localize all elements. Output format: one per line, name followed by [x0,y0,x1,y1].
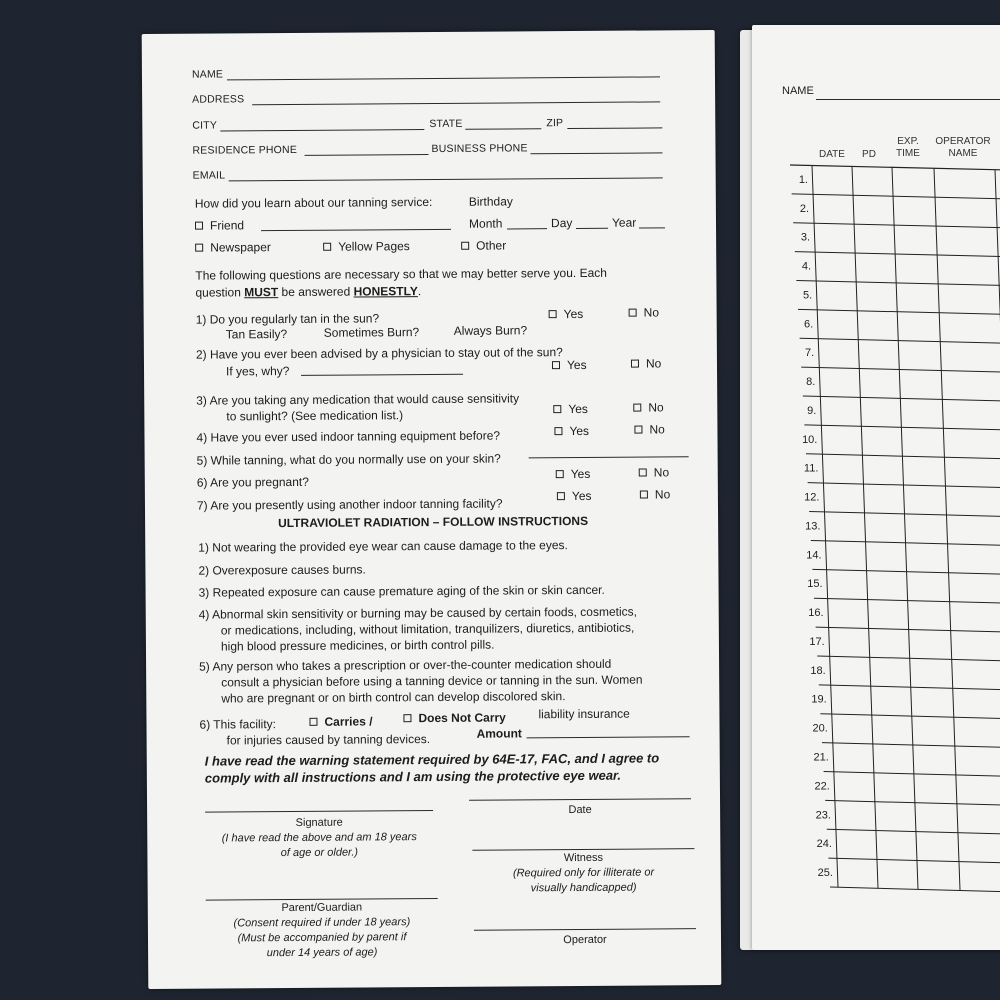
facility-does-not-carry[interactable]: Does Not Carry [403,710,505,725]
q5-answer-line[interactable] [529,456,689,458]
operator-line[interactable] [474,928,696,931]
row-number: 2. [799,202,810,215]
grid-row-line [800,338,1000,344]
facility-lead: 6) This facility: [199,717,277,732]
source-newspaper[interactable]: Newspaper [195,240,271,255]
state-label: STATE [429,117,463,131]
row-number: 9. [807,404,817,417]
injuries-text: for injuries caused by tanning devices. [226,732,431,748]
name-line[interactable] [227,76,660,80]
uv-item-1: 1) Not wearing the provided eye wear can cause damage to the eyes. [198,538,568,555]
question-3: 3) Are you taking any medication that would cause sensitivity [196,391,520,408]
row-number: 5. [802,289,813,302]
signature-caption [205,815,433,862]
uv-item-4: 4) Abnormal skin sensitivity or burning may be caused by certain foods, cosmetics, [198,604,637,622]
day-label: Day [550,216,573,231]
checkbox-icon[interactable] [633,404,641,412]
month-line[interactable] [507,228,547,229]
grid-row-line [822,743,1000,749]
header-operator-name: OPERATOR NAME [935,136,991,159]
year-label: Year [611,215,637,230]
amount-line[interactable] [527,736,690,738]
checkbox-icon[interactable] [323,243,331,251]
row-number: 25. [817,867,833,880]
row-number: 8. [806,376,816,389]
source-friend[interactable]: Friend [195,218,244,232]
q1-yes[interactable]: Yes [549,307,584,321]
q3-no[interactable]: No [633,400,663,414]
row-number: 17. [809,635,825,648]
grid-row-line [803,396,1000,402]
row-number: 22. [814,780,830,793]
checkbox-icon[interactable] [309,718,317,726]
log-grid [752,25,1000,950]
grid-row-line [817,656,1000,662]
guardian-note-2: (Must be accompanied by parent if [237,931,407,945]
row-number: 3. [800,231,811,244]
uv-item-2: 2) Overexposure causes burns. [198,562,366,578]
grid-row-line [798,309,1000,315]
date-line[interactable] [469,798,691,801]
witness-note-1: (Required only for illiterate or [512,866,655,880]
grid-row-line [824,771,1000,777]
row-number: 21. [813,751,829,764]
tanning-log-card [752,25,1000,950]
q1-always-burn: Always Burn? [453,323,528,338]
city-line[interactable] [220,129,424,131]
row-number: 13. [805,520,821,533]
uv-heading: ULTRAVIOLET RADIATION – FOLLOW INSTRUCTIONS [278,513,589,531]
row-number: 7. [805,347,815,360]
checkbox-icon[interactable] [634,426,642,434]
header-pd: PD [862,149,876,160]
grid-row-line [827,829,1000,835]
grid-row-line [830,887,1000,893]
source-yellow-pages[interactable]: Yellow Pages [323,239,410,254]
row-number: 23. [815,809,831,822]
grid-column-line [995,170,1000,892]
q7-no[interactable]: No [640,487,670,501]
day-line[interactable] [576,228,608,229]
statement-line-2: comply with all instructions and I am using the protective eye wear. [204,767,622,786]
uv-item-4-line-2: or medications, including, without limitation, tranquilizers, diuretics, antibiotics, [220,620,635,638]
email-line[interactable] [229,177,663,181]
log-name-label: NAME [782,85,814,97]
row-number: 19. [811,693,827,706]
row-number: 24. [816,838,832,851]
grid-row-line [828,858,1000,864]
city-label: CITY [192,119,218,132]
q4-no[interactable]: No [634,422,664,436]
question-7: 7) Are you presently using another indoor tanning facility? [196,496,503,513]
checkbox-icon[interactable] [631,360,639,368]
header-exp-time: EXP. TIME [896,136,920,159]
q6-no[interactable]: No [639,465,669,479]
witness-label: Witness [563,851,604,865]
grid-row-line [793,223,1000,229]
q3-yes[interactable]: Yes [553,402,588,416]
checkbox-icon[interactable] [195,244,203,252]
intro-line-2: question MUST be answered HONESTLY. [195,284,422,300]
question-5: 5) While tanning, what do you normally use on your skin? [196,451,501,468]
checkbox-icon[interactable] [553,405,561,413]
question-1: 1) Do you regularly tan in the sun? [195,311,380,327]
grid-header-rule [790,165,1000,171]
signature-line[interactable] [205,810,433,813]
grid-row-line [795,252,1000,258]
signature-note-1: (I have read the above and am 18 years [221,831,417,845]
address-label: ADDRESS [192,93,245,106]
row-number: 16. [808,607,824,620]
grid-row-line [814,598,1000,604]
amount-label: Amount [476,726,522,741]
learn-question: How did you learn about our tanning service: [194,194,433,211]
row-number: 20. [812,722,828,735]
grid-row-line [820,714,1000,720]
q1-no[interactable]: No [629,305,659,319]
q1-tan-easily: Tan Easily? [225,327,288,342]
q1-sometimes-burn: Sometimes Burn? [323,325,420,340]
signature-note-2: of age or older.) [280,846,359,860]
question-4: 4) Have you ever used indoor tanning equipment before? [196,428,501,445]
uv-item-4-line-3: high blood pressure medicines, or birth control pills. [220,637,495,654]
grid-row-line [792,194,1000,200]
email-label: EMAIL [192,169,226,182]
intro-line-1: The following questions are necessary so that we may better serve you. Each [195,265,607,283]
guardian-label: Parent/Guardian [281,901,363,915]
row-number: 10. [802,433,818,446]
state-line[interactable] [465,128,541,130]
birthday-label: Birthday [468,194,513,209]
row-number: 4. [801,260,812,273]
q2-if-yes: If yes, why? [225,363,290,379]
q2-no[interactable]: No [631,356,661,370]
q4-yes[interactable]: Yes [554,424,589,438]
row-number: 12. [804,491,820,504]
checkbox-icon[interactable] [639,468,647,476]
q2-reason-line[interactable] [301,374,463,376]
zip-line[interactable] [567,127,662,129]
signature-label: Signature [295,816,343,829]
uv-item-5: 5) Any person who takes a prescription or over-the-counter medication should [199,656,612,674]
grid-row-line [825,800,1000,806]
checkbox-icon[interactable] [549,310,557,318]
checkbox-icon[interactable] [629,309,637,317]
checkbox-icon[interactable] [195,222,203,230]
guardian-note-1: (Consent required if under 18 years) [233,916,411,930]
uv-item-3: 3) Repeated exposure can cause premature aging of the skin or skin cancer. [198,582,605,600]
name-label: NAME [191,68,224,81]
zip-label: ZIP [546,117,564,130]
grid-row-line [796,281,1000,287]
q2-yes[interactable]: Yes [552,358,587,372]
row-number: 6. [804,318,814,331]
header-date: DATE [819,149,845,160]
grid-row-line [819,685,1000,691]
row-number: 18. [810,664,826,677]
residence-phone-label: RESIDENCE PHONE [192,143,298,157]
checkbox-icon[interactable] [461,242,469,250]
address-line[interactable] [252,101,660,105]
checkbox-icon[interactable] [640,490,648,498]
statement-line-1: I have read the warning statement required by 64E-17, FAC, and I agree to [204,750,660,769]
operator-label: Operator [563,933,607,947]
intake-form-card [142,30,722,989]
grid-row-line [801,367,1000,373]
grid-column-line [852,166,878,888]
business-phone-label: BUSINESS PHONE [431,142,528,155]
q3-sub: to sunlight? (See medication list.) [226,408,404,424]
row-number: 14. [806,549,822,562]
witness-caption [472,850,694,897]
residence-phone-line[interactable] [305,154,429,156]
checkbox-icon[interactable] [552,361,560,369]
friend-name-line[interactable] [261,229,451,231]
guardian-note-3: under 14 years of age) [266,946,378,960]
grid-column-line [892,167,918,889]
facility-carries[interactable]: Carries / [309,714,372,728]
source-other[interactable]: Other [461,238,506,252]
date-label: Date [568,803,592,817]
uv-item-5-line-3: who are pregnant or on birth control can develop discolored skin. [221,689,566,706]
checkbox-icon[interactable] [554,427,562,435]
row-number: 15. [807,578,823,591]
month-label: Month [468,216,503,231]
checkbox-icon[interactable] [556,470,564,478]
year-line[interactable] [639,227,665,228]
row-number: 11. [803,462,819,475]
row-number: 1. [798,173,808,186]
witness-note-2: visually handicapped) [530,881,637,895]
checkbox-icon[interactable] [557,492,565,500]
checkbox-icon[interactable] [403,714,411,722]
grid-column-line [934,168,960,890]
q7-yes[interactable]: Yes [557,489,592,503]
guardian-caption [206,900,438,962]
grid-row-line [816,627,1000,633]
q6-yes[interactable]: Yes [556,467,591,481]
question-6: 6) Are you pregnant? [196,474,309,490]
business-phone-line[interactable] [531,152,663,154]
grid-row-line [804,425,1000,431]
question-2: 2) Have you ever been advised by a physician to stay out of the sun? [195,345,563,362]
liability-insurance: liability insurance [538,706,630,722]
uv-item-5-line-2: consult a physician before using a tanning device or tanning in the sun. Women [221,672,643,690]
